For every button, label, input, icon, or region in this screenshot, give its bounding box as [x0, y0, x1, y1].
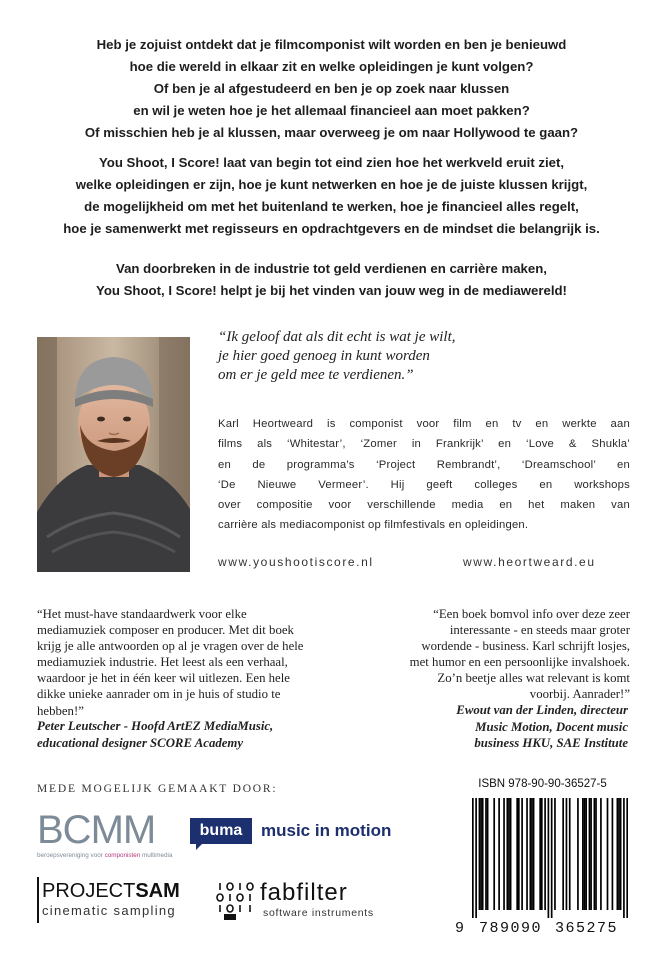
projectsam-bar	[37, 877, 39, 923]
bcmm-wordmark: BCMM	[37, 808, 156, 852]
quote-line: om er je geld mee te verdienen.”	[218, 367, 414, 383]
barcode-bar	[548, 798, 550, 918]
barcode-bar	[503, 798, 505, 910]
review-line: interessante - en steeds maar groter	[449, 623, 630, 638]
barcode-bar	[612, 798, 614, 910]
barcode-bar	[533, 798, 535, 910]
barcode-bar	[623, 798, 625, 918]
barcode-bar	[620, 798, 622, 910]
author-line: Music Motion, Docent music	[475, 719, 628, 734]
buma-badge: buma	[190, 818, 252, 844]
barcode-bar	[584, 798, 586, 910]
author-photo	[37, 337, 190, 572]
bcmm-tagline-part: multimedia	[140, 852, 173, 859]
fabfilter-wordmark: fabfilter	[260, 879, 348, 906]
barcode-bar	[498, 798, 500, 910]
isbn-barcode	[455, 778, 630, 948]
barcode-bar	[577, 798, 579, 910]
review-left-author	[37, 718, 273, 751]
barcode-bar	[582, 798, 584, 910]
isbn-number: ISBN 978-90-90-36527-5	[478, 778, 607, 790]
intro-paragraph-2	[10, 152, 653, 240]
intro-line: Van doorbreken in de industrie tot geld verdienen en carrière maken,	[116, 261, 547, 276]
review-line: “Een boek bomvol info over deze zeer	[433, 607, 630, 621]
barcode-bar	[562, 798, 564, 910]
barcode-bar	[600, 798, 602, 910]
intro-line: You Shoot, I Score! laat van begin tot eind zien hoe het werkveld eruit ziet,	[98, 155, 565, 170]
intro-paragraph-1	[10, 34, 653, 144]
bio-line: en de programma’s ‘Project Rembrandt’, ‘Dreamschool’ en	[218, 458, 630, 471]
bio-line: over compositie voor verschillende media en het maken van	[218, 499, 630, 512]
author-bio	[218, 414, 630, 536]
barcode-bar	[541, 798, 543, 910]
review-line: dikke unieke aanrader om in je huis of studio te	[37, 687, 281, 702]
buma-tagline: music in motion	[261, 821, 392, 840]
barcode-bar	[618, 798, 620, 910]
barcode-bar	[508, 798, 510, 910]
author-line: business HKU, SAE Institute	[474, 736, 628, 750]
barcode-bars	[472, 798, 628, 918]
projectsam-logo	[37, 877, 207, 927]
intro-line: Of misschien heb je al klussen, maar overweeg je om naar Hollywood te gaan?	[84, 125, 579, 140]
barcode-bar	[516, 798, 518, 910]
quote-line: “Ik geloof dat als dit echt is wat je wilt,	[218, 329, 456, 345]
projectsam-name-light: PROJECT	[42, 880, 136, 902]
projectsam-tagline: cinematic sampling	[42, 903, 176, 918]
projectsam-wordmark	[42, 879, 180, 903]
barcode-bar	[479, 798, 481, 910]
barcode-bar	[506, 798, 508, 910]
author-line: Peter Leutscher - Hoofd ArtEZ MediaMusic,	[37, 719, 274, 733]
sponsors-heading: MEDE MOGELIJK GEMAAKT DOOR:	[37, 783, 278, 795]
review-line: waardoor je het in één keer wil uitlezen. Een hele	[37, 671, 290, 686]
review-left	[37, 606, 347, 719]
review-line: wordende - business. Karl schrijft losjes,	[421, 639, 630, 654]
barcode-bar	[487, 798, 489, 910]
review-line: mediamuziek composer en producer. Met dit boek	[37, 623, 294, 638]
barcode-bar	[475, 798, 477, 918]
review-right	[330, 606, 630, 703]
barcode-bar	[607, 798, 609, 910]
barcode-bar	[485, 798, 487, 910]
barcode-bar	[589, 798, 591, 910]
barcode-digit-group-2: 365275	[555, 920, 619, 937]
barcode-digit-group-1: 789090	[479, 920, 543, 937]
bcmm-tagline-part: beroepsvereniging voor	[37, 852, 105, 859]
barcode-bar	[595, 798, 597, 910]
website-link-heortweard[interactable]: www.heortweard.eu	[463, 555, 596, 569]
barcode-bar	[510, 798, 512, 910]
barcode-bar	[480, 798, 482, 910]
intro-line: welke opleidingen er zijn, hoe je kunt netwerken en hoe je de juiste klussen krijgt,	[75, 177, 588, 192]
barcode-bar	[472, 798, 474, 918]
barcode-bar	[626, 798, 628, 918]
barcode-bar	[526, 798, 528, 910]
barcode-bar	[551, 798, 553, 918]
intro-line: de mogelijkheid om met het buitenland te werken, hoe je financieel alles regelt,	[84, 199, 579, 214]
review-line: met humor en een persoonlijke invalshoek.	[409, 655, 630, 670]
bcmm-tagline	[37, 852, 172, 859]
quote-line: je hier goed genoeg in kunt worden	[218, 348, 430, 364]
barcode-bar	[539, 798, 541, 910]
barcode-bar	[617, 798, 619, 910]
bcmm-logo	[37, 808, 177, 862]
intro-line: You Shoot, I Score! helpt je bij het vinden van jouw weg in de mediawereld!	[96, 283, 567, 298]
buma-badge-tail	[196, 842, 204, 850]
review-line: “Het must-have standaardwerk voor elke	[37, 607, 247, 621]
intro-line: hoe die wereld in elkaar zit en welke opleidingen je kunt volgen?	[129, 59, 534, 74]
fabfilter-tagline: software instruments	[263, 907, 374, 919]
barcode-bar	[493, 798, 495, 910]
barcode-bar	[531, 798, 533, 910]
intro-line: hoe je samenwerkt met regisseurs en opdrachtgevers en de mindset die belangrijk is.	[63, 221, 600, 236]
barcode-first-digit: 9	[455, 920, 465, 937]
fabfilter-binary-icon	[215, 881, 255, 921]
bio-line: Karl Heortweard is componist voor film en tv en werkte aan	[218, 418, 630, 430]
author-line: educational designer SCORE Academy	[37, 735, 244, 750]
barcode-bar	[594, 798, 596, 910]
bio-line: ‘De Nieuwe Vermeer’. Hij geeft colleges en workshops	[218, 478, 630, 491]
bio-line: carrière als mediacomponist op filmfestivals en opleidingen.	[218, 519, 529, 532]
author-quote	[218, 328, 638, 385]
barcode-bar	[590, 798, 592, 910]
barcode-bar	[585, 798, 587, 910]
intro-paragraph-3	[10, 258, 653, 302]
intro-line: en wil je weten hoe je het allemaal financieel aan moet pakken?	[133, 103, 530, 118]
buma-logo	[190, 818, 405, 858]
review-line: krijg je alle antwoorden op al je vragen over de hele	[37, 639, 304, 654]
review-right-author	[456, 702, 628, 752]
barcode-bar	[544, 798, 546, 910]
barcode-bar	[569, 798, 571, 910]
barcode-bar	[518, 798, 520, 910]
fabfilter-logo	[215, 879, 400, 927]
review-line: hebben!”	[37, 703, 84, 718]
intro-line: Heb je zojuist ontdekt dat je filmcomponist wilt worden en ben je benieuwd	[96, 37, 567, 52]
review-line: mediamuziek industrie. Het leest als een verhaal,	[37, 655, 288, 670]
review-line: Zo’n beetje alles wat relevant is komt	[437, 671, 630, 686]
author-line: Ewout van der Linden, directeur	[456, 703, 628, 717]
bio-line: films als ‘Whitestar’, ‘Zomer in Frankrijk’ en ‘Love & Shukla’	[218, 438, 630, 451]
barcode-bar	[521, 798, 523, 910]
barcode-bar	[554, 798, 556, 910]
bcmm-tagline-accent: componisten	[104, 852, 141, 859]
barcode-bar	[566, 798, 568, 910]
projectsam-name-bold: SAM	[135, 880, 180, 902]
intro-line: Of ben je al afgestudeerd en ben je op zoek naar klussen	[153, 81, 510, 96]
barcode-bar	[482, 798, 484, 910]
review-line: voorbij. Aanrader!”	[529, 687, 630, 702]
barcode-bar	[529, 798, 531, 910]
website-link-youshootiscore[interactable]: www.youshootiscore.nl	[218, 555, 374, 569]
